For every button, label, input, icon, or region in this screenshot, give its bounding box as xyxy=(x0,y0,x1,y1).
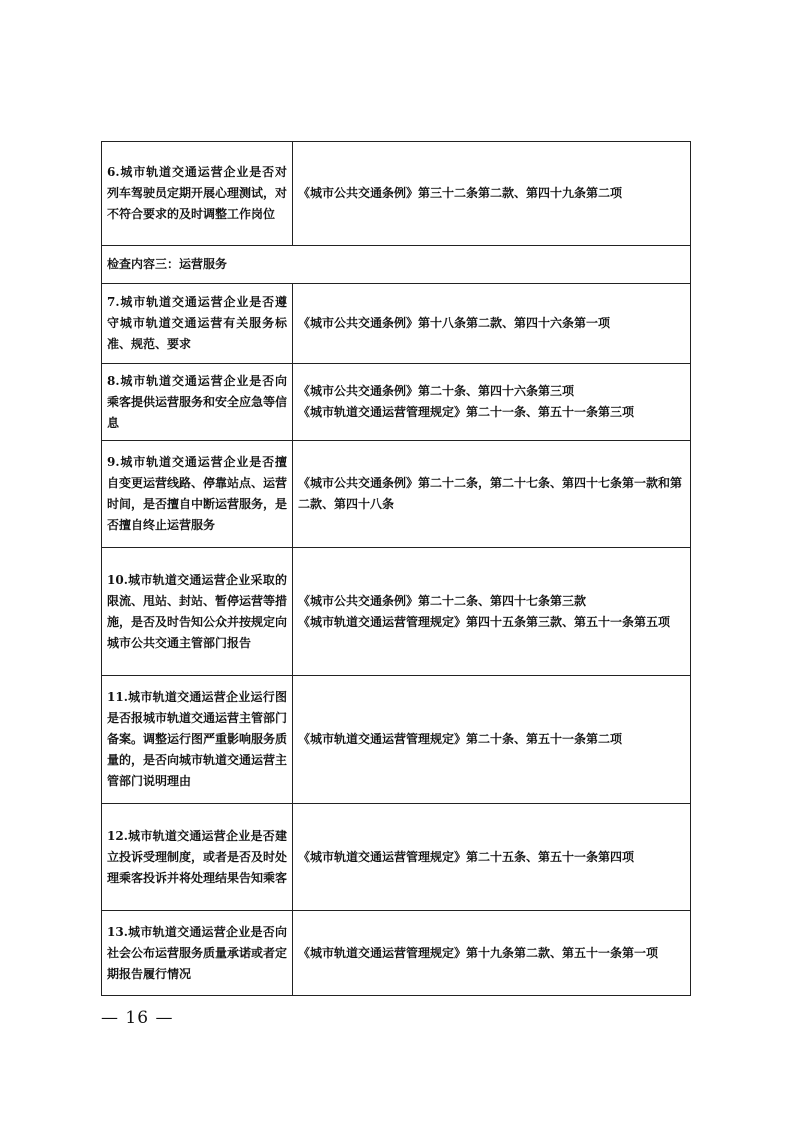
basis-line: 《城市轨道交通运营管理规定》第二十条、第五十一条第二项 xyxy=(298,732,623,746)
page-number: — 16 — xyxy=(101,1008,174,1028)
basis-line: 《城市轨道交通运营管理规定》第二十一条、第五十一条第三项 xyxy=(298,405,635,419)
basis-line: 《城市轨道交通运营管理规定》第四十五条第三款、第五十一条第五项 xyxy=(298,614,671,629)
basis-line: 《城市轨道交通运营管理规定》第二十五条、第五十一条第四项 xyxy=(298,849,635,864)
check-item: 8.城市轨道交通运营企业是否向乘客提供运营服务和安全应急等信息 xyxy=(102,364,293,441)
basis-line: 《城市公共交通条例》第十八条第二款、第四十六条第一项 xyxy=(298,316,611,330)
legal-basis xyxy=(293,142,691,246)
table-row xyxy=(102,364,691,441)
legal-basis xyxy=(293,441,691,548)
table-row xyxy=(102,676,691,804)
basis-line: 《城市轨道交通运营管理规定》第十九条第二款、第五十一条第一项 xyxy=(298,945,659,960)
legal-basis xyxy=(293,911,691,996)
basis-line: 《城市公共交通条例》第三十二条第二款、第四十九条第二项 xyxy=(298,186,623,200)
legal-basis xyxy=(293,548,691,676)
check-item: 6.城市轨道交通运营企业是否对列车驾驶员定期开展心理测试，对不符合要求的及时调整工作岗位 xyxy=(102,142,293,246)
legal-basis xyxy=(293,364,691,441)
check-item: 9.城市轨道交通运营企业是否擅自变更运营线路、停靠站点、运营时间，是否擅自中断运营服务，是否擅自终止运营服务 xyxy=(102,441,293,548)
basis-line: 《城市公共交通条例》第二十二条、第四十七条第三款 xyxy=(298,593,587,608)
check-item: 10.城市轨道交通运营企业采取的限流、甩站、封站、暂停运营等措施，是否及时告知公众并按规定向城市公共交通主管部门报告 xyxy=(102,548,293,676)
table-row xyxy=(102,441,691,548)
table-row xyxy=(102,548,691,676)
regulation-table xyxy=(101,141,691,996)
check-item: 7.城市轨道交通运营企业是否遵守城市轨道交通运营有关服务标准、规范、要求 xyxy=(102,284,293,364)
table-row xyxy=(102,284,691,364)
table-row xyxy=(102,804,691,911)
check-item: 12.城市轨道交通运营企业是否建立投诉受理制度，或者是否及时处理乘客投诉并将处理结果告知乘客 xyxy=(102,804,293,911)
section-title: 检查内容三：运营服务 xyxy=(102,246,691,284)
legal-basis xyxy=(293,804,691,911)
basis-line: 《城市公共交通条例》第二十二条，第二十七条、第四十七条第一款和第二款、第四十八条 xyxy=(298,476,683,511)
table-row xyxy=(102,911,691,996)
section-row xyxy=(102,246,691,284)
legal-basis xyxy=(293,284,691,364)
legal-basis xyxy=(293,676,691,804)
basis-line: 《城市公共交通条例》第二十条、第四十六条第三项 xyxy=(298,384,575,398)
check-item: 11.城市轨道交通运营企业运行图是否报城市轨道交通运营主管部门备案。调整运行图严重影响服务质量的，是否向城市轨道交通运营主管部门说明理由 xyxy=(102,676,293,804)
check-item: 13.城市轨道交通运营企业是否向社会公布运营服务质量承诺或者定期报告履行情况 xyxy=(102,911,293,996)
table-row xyxy=(102,142,691,246)
